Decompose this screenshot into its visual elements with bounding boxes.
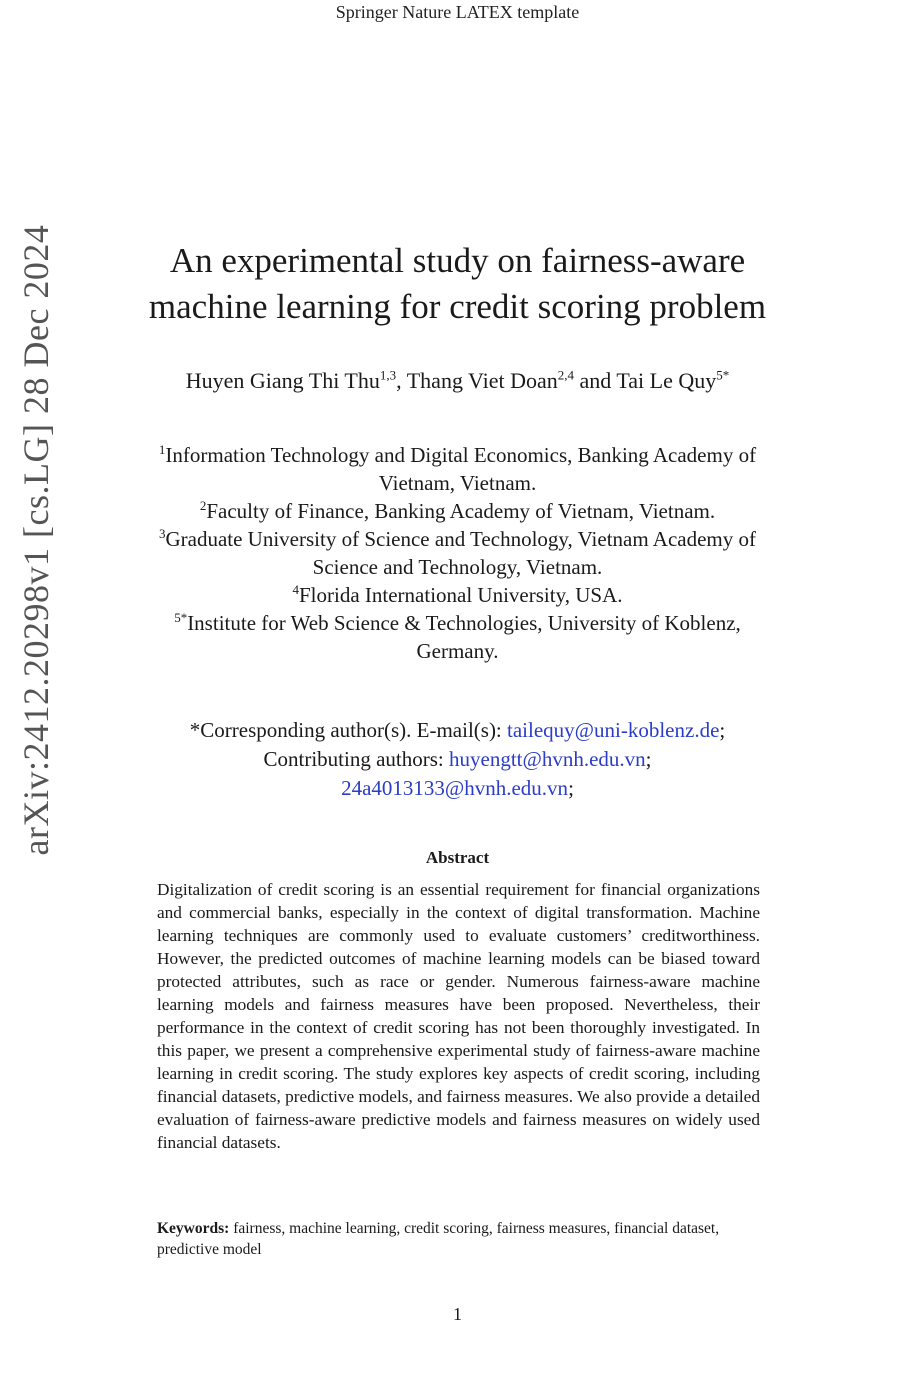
affiliation-marker: 5* xyxy=(174,610,188,625)
correspondence-block: *Corresponding author(s). E-mail(s): tailequy@uni-koblenz.de; Contributing authors: huyengtt@hvnh.edu.vn; 24a4013133@hvnh.edu.vn; xyxy=(189,718,726,800)
keywords-text: fairness, machine learning, credit scoring, fairness measures, financial dataset, predictive model xyxy=(157,1220,720,1258)
author-list xyxy=(140,366,775,395)
author-affiliation-marker: 5* xyxy=(716,367,730,383)
contributing-email-link[interactable]: 24a4013133@hvnh.edu.vn xyxy=(341,776,569,800)
corresponding-email-link[interactable]: tailequy@uni-koblenz.de xyxy=(507,718,720,742)
author-affiliation-marker: 1,3 xyxy=(379,367,397,383)
affiliation-marker: 4 xyxy=(292,582,299,597)
affiliation-marker: 3 xyxy=(158,526,166,541)
author-affiliation-marker: 2,4 xyxy=(557,367,574,383)
affiliation-item xyxy=(140,497,775,525)
abstract-heading: Abstract xyxy=(425,848,490,867)
author-separator: , xyxy=(396,368,407,393)
paper-title xyxy=(120,238,795,330)
affiliation-text: Faculty of Finance, Banking Academy of Vietnam, Vietnam. xyxy=(206,499,716,523)
affiliation-text: Information Technology and Digital Economics, Banking Academy of Vietnam, Vietnam. xyxy=(165,443,757,495)
affiliation-text: Institute for Web Science & Technologies, University of Koblenz, Germany. xyxy=(187,611,741,663)
author-separator: and xyxy=(574,368,617,393)
affiliation-text: Florida International University, USA. xyxy=(298,583,623,607)
running-head: Springer Nature LATEX template xyxy=(335,2,580,22)
corresponding-label: *Corresponding author(s). E-mail(s): xyxy=(189,718,502,742)
author-name: Huyen Giang Thi Thu xyxy=(185,368,380,393)
affiliation-item xyxy=(140,609,775,665)
keywords-block xyxy=(157,1218,760,1260)
affiliation-item xyxy=(140,441,775,497)
affiliation-item xyxy=(140,525,775,581)
contributing-email-link[interactable]: huyengtt@hvnh.edu.vn xyxy=(449,747,646,771)
affiliation-item xyxy=(140,581,775,609)
abstract-text: Digitalization of credit scoring is an essential requirement for financial organizations and commercial banks, especially in the context of digital transformation. Machine learning techniques are commonly used to evaluate customers’ creditworthiness. However, the predicted outcomes of machine learning models can be biased toward protected attributes, such as race or gender. Numerous fairness-aware machine learning models and fairness measures have been proposed. Nevertheless, their performance in the context of credit scoring has not been thoroughly investigated. In this paper, we present a comprehensive experimental study of fairness-aware machine learning in credit scoring. The study explores key aspects of credit scoring, including financial datasets, predictive models, and fairness measures. We also provide a detailed evaluation of fairness-aware predictive models and fairness measures on widely used financial datasets. xyxy=(157,880,760,1152)
title-line-2: machine learning for credit scoring problem xyxy=(148,287,767,326)
author-name: Tai Le Quy xyxy=(616,368,717,393)
title-line-1: An experimental study on fairness-aware xyxy=(169,241,746,280)
affiliation-text: Graduate University of Science and Technology, Vietnam Academy of Science and Technology, Vietnam. xyxy=(165,527,757,579)
affiliation-marker: 1 xyxy=(158,442,166,457)
contributing-label: Contributing authors: xyxy=(263,747,444,771)
arxiv-identifier-stamp: arXiv:2412.20298v1 [cs.LG] 28 Dec 2024 xyxy=(16,224,56,856)
page-number: 1 xyxy=(453,1304,462,1324)
affiliation-marker: 2 xyxy=(199,498,207,513)
affiliation-list xyxy=(140,441,775,665)
keywords-label: Keywords: xyxy=(157,1220,230,1237)
author-name: Thang Viet Doan xyxy=(406,368,558,393)
